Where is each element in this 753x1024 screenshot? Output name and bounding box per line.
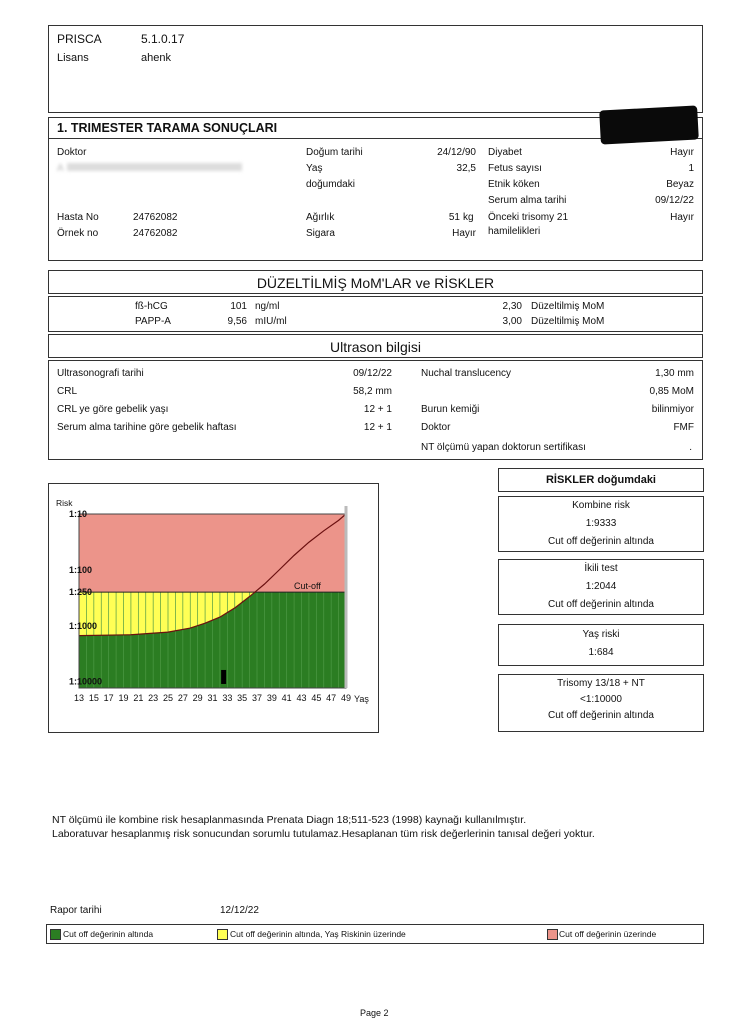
risk-card-note: Cut off değerinin altında [547, 710, 654, 721]
mom-row-unit: mIU/ml [255, 316, 287, 327]
mom-row-mom-label: Düzeltilmiş MoM [531, 301, 605, 312]
age-label: Yaş [306, 163, 323, 174]
ga-serum-label: Serum alma tarihine göre gebelik haftası [57, 422, 237, 433]
doctor-value: A [57, 163, 64, 174]
smoking-value: Hayır [452, 228, 476, 239]
y-tick-label: 1:250 [69, 587, 93, 598]
smoking-label: Sigara [306, 228, 335, 239]
y-tick-label: 1:1000 [69, 620, 98, 631]
serum-date-label: Serum alma tarihi [488, 195, 567, 206]
x-tick-label: 27 [177, 693, 188, 703]
y-tick-label: 1:100 [69, 564, 93, 575]
risk-card-value: 1:684 [588, 647, 614, 658]
crl-label: CRL [57, 386, 78, 397]
patient-no-value: 24762082 [133, 212, 178, 223]
nasal-bone-value: bilinmiyor [651, 404, 694, 415]
y-tick-label: 1:10000 [69, 676, 103, 687]
risk-card-age [498, 624, 704, 666]
nasal-bone-label: Burun kemiği [421, 404, 480, 415]
serum-date-value: 09/12/22 [655, 195, 694, 206]
us-doctor-value: FMF [673, 422, 694, 433]
ethnic-label: Etnik köken [488, 179, 540, 190]
mom-row-mom: 2,30 [502, 301, 522, 312]
nt-value: 1,30 mm [655, 368, 694, 379]
cutoff-label: Cut-off [294, 581, 321, 592]
legend-label: Cut off değerinin altında, Yaş Riskinin üzerinde [230, 929, 406, 939]
legend [46, 924, 704, 944]
legend-swatch-yellow [217, 929, 228, 940]
patient-no-label: Hasta No [57, 212, 99, 223]
x-tick-label: 41 [281, 693, 292, 703]
birth-date-value: 24/12/90 [437, 147, 476, 158]
y-tick-label: 1:10 [69, 509, 88, 519]
risk-card-name: Trisomy 13/18 + NT [557, 678, 645, 689]
risk-chart-box [48, 483, 379, 733]
x-axis-label: Yaş [354, 694, 369, 704]
sample-no-value: 24762082 [133, 228, 178, 239]
cert-label: NT ölçümü yapan doktorun sertifikası [421, 442, 586, 453]
weight-unit: kg [463, 212, 474, 223]
x-tick-label: 35 [237, 693, 248, 703]
x-tick-label: 39 [266, 693, 277, 703]
prev-trisomy-label-2: hamilelikleri [488, 226, 541, 237]
risk-card-value: 1:9333 [585, 518, 617, 529]
product-version: 5.1.0.17 [141, 32, 185, 46]
fetus-value: 1 [688, 163, 694, 174]
report-date-label: Rapor tarihi [50, 905, 102, 916]
page-number: Page 2 [360, 1008, 389, 1018]
x-tick-label: 31 [207, 693, 218, 703]
fetus-label: Fetus sayısı [488, 163, 542, 174]
x-tick-label: 25 [162, 693, 174, 703]
patient-marker [221, 670, 226, 684]
prev-trisomy-value: Hayır [670, 212, 694, 223]
weight-value: 51 [448, 212, 460, 223]
risk-chart [49, 484, 378, 732]
risks-title-box [498, 468, 704, 492]
license-value: ahenk [141, 52, 171, 64]
crl-value: 58,2 mm [353, 386, 392, 397]
us-date-value: 09/12/22 [353, 368, 392, 379]
x-tick-label: 17 [103, 693, 114, 703]
risk-card-note: Cut off değerinin altında [547, 536, 654, 547]
legend-swatch-red [547, 929, 558, 940]
ultrasound-table [48, 360, 703, 460]
patient-info [48, 139, 703, 261]
doctor-label: Doktor [57, 147, 87, 158]
risk-card-name: Kombine risk [572, 500, 630, 511]
x-tick-label: 45 [311, 693, 322, 703]
mom-row-mom-label: Düzeltilmiş MoM [531, 316, 605, 327]
sample-no-label: Örnek no [57, 228, 99, 239]
product-name: PRISCA [57, 32, 102, 46]
mom-table [48, 296, 703, 332]
prev-trisomy-label: Önceki trisomy 21 [488, 212, 569, 223]
risk-card-value: <1:10000 [580, 694, 622, 705]
weight-label: Ağırlık [306, 212, 335, 223]
risk-card-double-test [498, 559, 704, 615]
nt-label: Nuchal translucency [421, 368, 512, 379]
mom-title: DÜZELTİLMİŞ MoM'LAR ve RİSKLER [256, 275, 495, 291]
report-date-value: 12/12/22 [220, 905, 259, 916]
ga-serum-value: 12 + 1 [363, 422, 392, 433]
mom-row-value: 101 [230, 301, 247, 312]
risk-card-name: İkili test [584, 563, 618, 574]
diabetes-label: Diyabet [488, 147, 522, 158]
ultrasound-title-box [48, 334, 703, 358]
footnote-line-1: NT ölçümü ile kombine risk hesaplanmasında Prenata Diagn 18;511-523 (1998) kaynağı kullanılmıştır. [52, 814, 527, 826]
redacted-doctor-name [67, 163, 242, 171]
x-tick-label: 37 [251, 693, 263, 703]
risk-card-combined [498, 496, 704, 552]
x-tick-label: 47 [326, 693, 337, 703]
x-tick-label: 29 [192, 693, 203, 703]
us-date-label: Ultrasonografi tarihi [57, 368, 144, 379]
cert-value: . [689, 442, 692, 453]
x-tick-label: 33 [222, 693, 233, 703]
mom-title-box [48, 270, 703, 294]
mom-row-name: fß-hCG [135, 301, 168, 312]
legend-label: Cut off değerinin altında [63, 929, 154, 939]
report-title: 1. TRIMESTER TARAMA SONUÇLARI [57, 121, 278, 135]
at-birth-label: doğumdaki [306, 179, 355, 190]
ga-crl-value: 12 + 1 [363, 404, 392, 415]
mom-row-unit: ng/ml [255, 301, 280, 312]
mom-row-value: 9,56 [227, 316, 247, 327]
x-tick-label: 13 [73, 693, 85, 703]
risk-card-value: 1:2044 [585, 581, 617, 592]
x-tick-label: 15 [88, 693, 99, 703]
x-tick-label: 21 [133, 693, 144, 703]
ga-crl-label: CRL ye göre gebelik yaşı [57, 404, 169, 415]
risk-card-trisomy-13-18 [498, 674, 704, 732]
diabetes-value: Hayır [670, 147, 694, 158]
x-tick-label: 49 [340, 693, 352, 703]
x-tick-label: 19 [118, 693, 129, 703]
ethnic-value: Beyaz [666, 179, 694, 190]
risk-card-note: Cut off değerinin altında [547, 599, 654, 610]
nt-mom: 0,85 MoM [649, 386, 694, 397]
mom-row-mom: 3,00 [502, 316, 522, 327]
legend-label: Cut off değerinin üzerinde [559, 929, 657, 939]
x-tick-label: 43 [296, 693, 307, 703]
license-label: Lisans [57, 52, 89, 64]
y-axis-label: Risk [56, 498, 73, 508]
risks-title: RİSKLER doğumdaki [545, 474, 656, 486]
risk-card-name: Yaş riski [582, 629, 620, 640]
x-tick-label: 23 [148, 693, 159, 703]
header-box [48, 25, 703, 113]
birth-date-label: Doğum tarihi [306, 147, 363, 158]
mom-row-name: PAPP-A [135, 316, 171, 327]
us-doctor-label: Doktor [421, 422, 451, 433]
age-value: 32,5 [456, 163, 476, 174]
ultrasound-title: Ultrason bilgisi [329, 339, 422, 355]
footnote-line-2: Laboratuvar hesaplanmış risk sonucundan sorumlu tutulamaz.Hesaplanan tüm risk değerlerinin tanısal değeri yoktur. [52, 828, 595, 840]
legend-swatch-green [50, 929, 61, 940]
